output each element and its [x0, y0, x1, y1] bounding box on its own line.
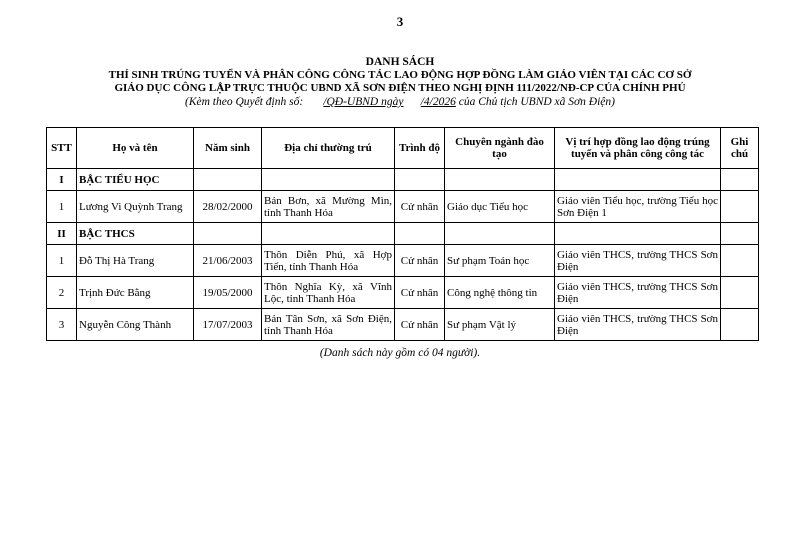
cell-level: Cử nhân [395, 277, 445, 309]
col-header-dob: Năm sinh [194, 128, 262, 169]
cell-major: Công nghệ thông tin [445, 277, 555, 309]
cell-dob: 19/05/2000 [194, 277, 262, 309]
cell-note [721, 309, 759, 341]
list-summary-note: (Danh sách này gồm có 04 người). [319, 347, 481, 359]
candidate-table [46, 127, 759, 341]
cell-note [721, 191, 759, 223]
cell-dob: 21/06/2003 [194, 245, 262, 277]
cell-note [721, 277, 759, 309]
cell-major: Giáo dục Tiểu học [445, 191, 555, 223]
col-header-stt: STT [47, 128, 77, 169]
cell-name: Đỗ Thị Hà Trang [77, 245, 194, 277]
cell-stt: 1 [47, 245, 77, 277]
section-name: BẬC THCS [77, 223, 194, 245]
cell-level: Cử nhân [395, 309, 445, 341]
col-header-level: Trình độ [395, 128, 445, 169]
cell-address: Bản Tân Sơn, xã Sơn Điện, tỉnh Thanh Hóa [262, 309, 395, 341]
cell-dob: 17/07/2003 [194, 309, 262, 341]
decision-ref-part-d: của Chủ tịch UBND xã Sơn Điện) [458, 96, 615, 108]
col-header-name: Họ và tên [77, 128, 194, 169]
cell-stt: 3 [47, 309, 77, 341]
document-header [0, 56, 800, 109]
col-header-address: Địa chỉ thường trú [262, 128, 395, 169]
cell-name: Nguyễn Công Thành [77, 309, 194, 341]
section-index: I [47, 169, 77, 191]
col-header-note: Ghi chú [721, 128, 759, 169]
cell-major: Sư phạm Toán học [445, 245, 555, 277]
section-row [47, 169, 759, 191]
section-row [47, 223, 759, 245]
cell-level: Cử nhân [395, 191, 445, 223]
table-row [47, 309, 759, 341]
table-header-row [47, 128, 759, 169]
cell-note [721, 245, 759, 277]
cell-address: Thôn Diễn Phú, xã Hợp Tiến, tỉnh Thanh Hóa [262, 245, 395, 277]
document-subtitle-line-1: THÍ SINH TRÚNG TUYỂN VÀ PHÂN CÔNG CÔNG TÁC LAO ĐỘNG HỢP ĐỒNG LÀM GIÁO VIÊN TẠI CÁC CƠ SỞ [108, 69, 692, 81]
table-row [47, 245, 759, 277]
cell-major: Sư phạm Vật lý [445, 309, 555, 341]
decision-ref-part-a: (Kèm theo Quyết định số: [185, 96, 304, 108]
cell-dob: 28/02/2000 [194, 191, 262, 223]
cell-position: Giáo viên Tiểu học, trường Tiểu học Sơn Điện 1 [555, 191, 721, 223]
cell-position: Giáo viên THCS, trường THCS Sơn Điện [555, 245, 721, 277]
table-row [47, 277, 759, 309]
page-number: 3 [396, 14, 404, 29]
cell-position: Giáo viên THCS, trường THCS Sơn Điện [555, 277, 721, 309]
cell-address: Thôn Nghĩa Kỳ, xã Vĩnh Lộc, tỉnh Thanh Hóa [262, 277, 395, 309]
cell-stt: 1 [47, 191, 77, 223]
cell-level: Cử nhân [395, 245, 445, 277]
col-header-major: Chuyên ngành đào tạo [445, 128, 555, 169]
cell-position: Giáo viên THCS, trường THCS Sơn Điện [555, 309, 721, 341]
decision-ref-part-b: /QĐ-UBND ngày [323, 96, 404, 108]
document-subtitle-line-2: GIÁO DỤC CÔNG LẬP TRỰC THUỘC UBND XÃ SƠN ĐIỆN THEO NGHỊ ĐỊNH 111/2022/NĐ-CP CỦA CHÍNH PHỦ [114, 82, 686, 94]
table-row [47, 191, 759, 223]
cell-name: Lương Vi Quỳnh Trang [77, 191, 194, 223]
cell-address: Bản Bơn, xã Mường Mìn, tỉnh Thanh Hóa [262, 191, 395, 223]
cell-name: Trịnh Đức Bằng [77, 277, 194, 309]
decision-reference [0, 95, 800, 109]
document-title: DANH SÁCH [365, 56, 435, 68]
section-name: BẬC TIỂU HỌC [77, 169, 194, 191]
decision-ref-part-c: /4/2026 [420, 96, 456, 108]
col-header-position: Vị trí hợp đồng lao động trúng tuyển và phân công công tác [555, 128, 721, 169]
cell-stt: 2 [47, 277, 77, 309]
section-index: II [47, 223, 77, 245]
